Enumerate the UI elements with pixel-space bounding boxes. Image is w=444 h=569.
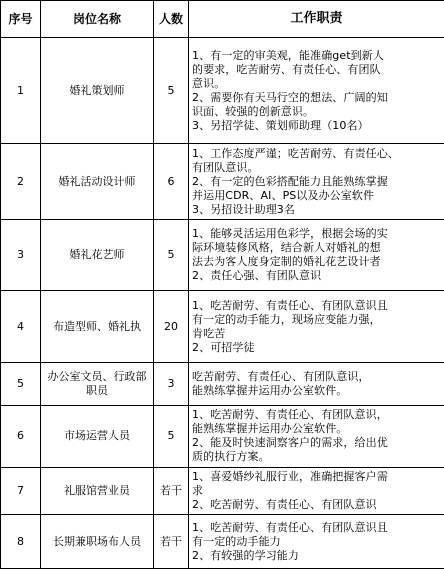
headcount: 5 — [154, 38, 189, 144]
duty-line: 能熟练掌握并运用办公室软件。 — [192, 422, 348, 436]
position-title: 礼服馆营业员 — [41, 467, 154, 515]
headcount: 5 — [154, 405, 189, 467]
table-row — [1, 467, 444, 515]
table-row — [1, 515, 444, 569]
duty-line: 1、有一定的审美观，能准确get到新人 — [192, 48, 384, 62]
position-title: 婚礼花艺师 — [41, 220, 154, 291]
duty-line: 1、工作态度严谨；吃苦耐劳、有责任心、 — [192, 146, 399, 160]
row-number: 2 — [1, 144, 41, 220]
duty-line: 吃苦耐劳、有责任心、有团队意识， — [192, 370, 370, 384]
duty-line: 有一定的动手能力 — [192, 534, 281, 548]
duties-cell — [189, 467, 444, 515]
headcount: 若干 — [154, 467, 189, 515]
duty-line: 1、吃苦耐劳、有责任心、有团队意识且 — [192, 520, 388, 534]
table-row — [1, 291, 444, 363]
position-title: 市场运营人员 — [41, 405, 154, 467]
position-title: 长期兼职场布人员 — [41, 515, 154, 569]
duty-line: 能熟练掌握并运用办公室软件。 — [192, 384, 348, 398]
table-row — [1, 220, 444, 291]
duty-line: 2、有一定的色彩搭配能力且能熟练掌握 — [192, 174, 388, 188]
headcount: 20 — [154, 291, 189, 363]
duty-line: 肯吃苦 — [192, 326, 226, 340]
duty-line: 1、吃苦耐劳、有责任心、有团队意识， — [192, 408, 388, 422]
duties-cell — [189, 144, 444, 220]
table-body — [1, 38, 444, 569]
header-row — [1, 1, 444, 38]
row-number: 8 — [1, 515, 41, 569]
duties-cell — [189, 38, 444, 144]
duty-line: 并运用CDR、AI、PS以及办公室软件 — [192, 188, 375, 202]
duty-line: 法去为客人度身定制的婚礼花艺设计者 — [192, 255, 381, 269]
table-row — [1, 363, 444, 406]
duty-line: 1、吃苦耐劳、有责任心、有团队意识且 — [192, 298, 388, 312]
position-title: 办公室文员、行政部职员 — [41, 363, 154, 406]
row-number: 5 — [1, 363, 41, 406]
duty-line: 有一定的动手能力，现场应变能力强， — [192, 312, 381, 326]
header-no: 序号 — [1, 1, 41, 38]
duty-line: 3、另招学徒、策划师助理（10名） — [192, 118, 369, 132]
header-position: 岗位名称 — [41, 1, 154, 38]
table-row — [1, 144, 444, 220]
duties-cell — [189, 291, 444, 363]
duty-line: 际环境装修风格，结合新人对婚礼的想 — [192, 241, 381, 255]
header-duties: 工作职责 — [189, 1, 444, 38]
headcount: 若干 — [154, 515, 189, 569]
headcount: 3 — [154, 363, 189, 406]
duty-line: 2、可招学徒 — [192, 340, 255, 354]
duties-cell — [189, 515, 444, 569]
row-number: 6 — [1, 405, 41, 467]
headcount: 5 — [154, 220, 189, 291]
header-count: 人数 — [154, 1, 189, 38]
duties-cell — [189, 363, 444, 406]
row-number: 4 — [1, 291, 41, 363]
duties-cell — [189, 220, 444, 291]
row-number: 7 — [1, 467, 41, 515]
headcount: 6 — [154, 144, 189, 220]
duty-line: 2、需要你有天马行空的想法、广阔的知 — [192, 90, 388, 104]
duty-line: 2、能及时快速洞察客户的需求，给出优 — [192, 436, 388, 450]
duty-line: 2、有较强的学习能力 — [192, 548, 299, 562]
table-row — [1, 405, 444, 467]
position-title: 婚礼活动设计师 — [41, 144, 154, 220]
row-number: 3 — [1, 220, 41, 291]
duty-line: 1、喜爱婚纱礼服行业，准确把握客户需 — [192, 469, 388, 483]
duty-line: 有团队意识。 — [192, 160, 259, 174]
duty-line: 2、吃苦耐劳、有责任心、有团队意识 — [192, 497, 377, 511]
duty-line: 求 — [192, 483, 204, 497]
position-title: 婚礼策划师 — [41, 38, 154, 144]
duty-line: 识面、较强的创新意识。 — [192, 104, 315, 118]
row-number: 1 — [1, 38, 41, 144]
duty-line: 1、能够灵活运用色彩学，根据会场的实 — [192, 227, 388, 241]
duty-line: 2、责任心强、有团队意识 — [192, 269, 322, 283]
duty-line: 质的执行方案。 — [192, 450, 270, 464]
duty-line: 的要求，吃苦耐劳、有责任心、有团队 — [192, 62, 381, 76]
duty-line: 3、另招设计助理3名 — [192, 202, 295, 216]
table-row — [1, 38, 444, 144]
position-title: 布造型师、婚礼执 — [41, 291, 154, 363]
duties-cell — [189, 405, 444, 467]
duty-line: 意识。 — [192, 76, 226, 90]
